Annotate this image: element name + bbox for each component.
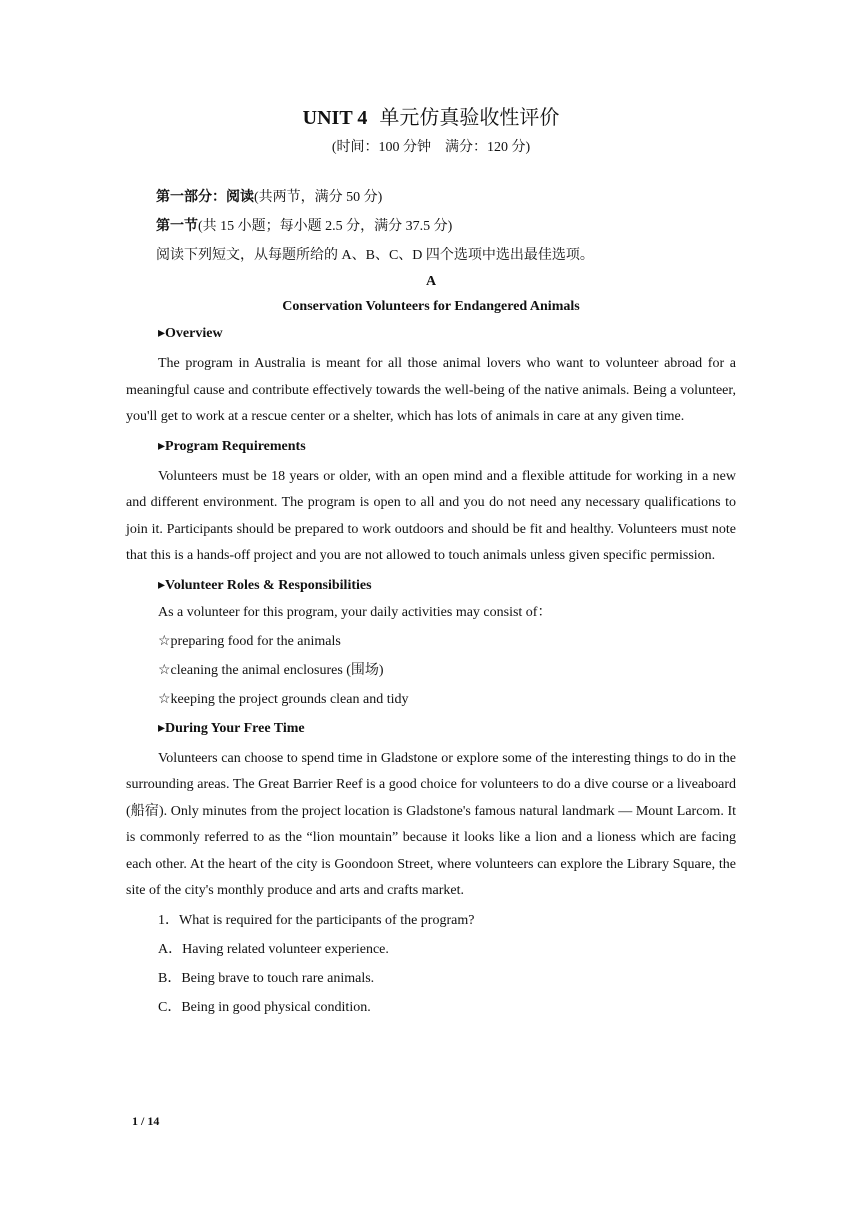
passage-title: Conservation Volunteers for Endangered Animals [282, 299, 580, 314]
part-title: 第一部分：阅读 [156, 190, 254, 205]
option-a: A．Having related volunteer experience. [158, 941, 389, 957]
requirements-heading: ▸Program Requirements [158, 438, 306, 454]
instruction: 阅读下列短文，从每题所给的 A、B、C、D 四个选项中选出最佳选项。 [156, 248, 594, 263]
roles-item: ☆preparing food for the animals [158, 633, 341, 649]
unit-label: UNIT 4 [302, 107, 368, 129]
exam-info: (时间：100 分钟 满分：120 分) [331, 140, 531, 155]
page-number: 1 / 14 [132, 1114, 160, 1128]
overview-paragraph: The program in Australia is meant for all those animal lovers who want to volunteer abroad for a meaningful cause and contribute effectively towards the well-being of the native animals. Being a volunteer, you'll get to work at a rescue center or a shelter, which has lots of animals in care at any given time. [126, 356, 736, 424]
roles-item: ☆cleaning the animal enclosures (围场) [158, 662, 384, 678]
free-time-paragraph: Volunteers can choose to spend time in Gladstone or explore some of the interesting things to do in the surrounding areas. The Great Barrier Reef is a good choice for volunteers to do a dive course or a liveaboard (船宿). Only minutes from the project location is Gladstone's famous natural landmark — Mount Larcom. It is commonly referred to as the “lion mountain” because it looks like a lion and a lioness which are facing each other. At the heart of the city is Goondoon Street, where volunteers can explore the Library Square, the site of the city's monthly produce and arts and crafts market. [126, 750, 736, 898]
section-title: 第一节 [156, 219, 198, 234]
requirements-paragraph: Volunteers must be 18 years or older, with an open mind and a flexible attitude for working in a new and different environment. The program is open to all and you do not need any necessary qualifications to join it. Participants should be prepared to work outdoors and should be fit and healthy. Volunteers must note that this is a hands-off project and you are not allowed to touch animals unless given specific permission. [126, 468, 736, 563]
option-b: B．Being brave to touch rare animals. [158, 970, 375, 986]
section-note: (共 15 小题；每小题 2.5 分，满分 37.5 分) [198, 219, 453, 234]
free-time-heading: ▸During Your Free Time [158, 720, 305, 736]
question-1: 1．What is required for the participants of the program? [158, 912, 475, 928]
page-title [126, 104, 736, 132]
roles-item: ☆keeping the project grounds clean and tidy [158, 691, 409, 707]
passage-letter: A [425, 274, 437, 289]
part-note: (共两节，满分 50 分) [254, 190, 383, 205]
roles-intro: As a volunteer for this program, your daily activities may consist of： [158, 604, 552, 620]
page-content [126, 104, 736, 1027]
option-c: C．Being in good physical condition. [158, 999, 371, 1015]
part-heading [126, 188, 736, 207]
roles-heading: ▸Volunteer Roles & Responsibilities [158, 577, 372, 593]
overview-heading: ▸Overview [158, 326, 223, 341]
section-heading [126, 217, 736, 236]
title-text: 单元仿真验收性评价 [379, 107, 560, 129]
